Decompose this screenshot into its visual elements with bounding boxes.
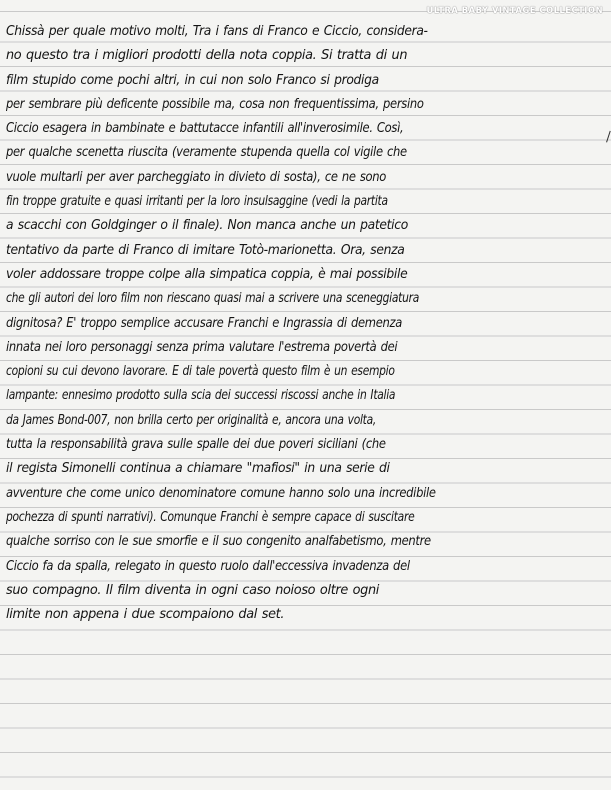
text-line: tentativo da parte di Franco di imitare Totò-marionetta. Ora, senza (6, 242, 405, 258)
text-line: Chissà per quale motivo molti, Tra i fans di Franco e Ciccio, considera- (6, 24, 428, 39)
text-line: per qualche scenetta riuscita (veramente stupenda quella col vigile che (6, 145, 407, 161)
text-line: no questo tra i migliori prodotti della nota coppia. Si tratta di un (6, 48, 408, 64)
watermark: ULTRA BABY VINTAGE COLLECTION (426, 6, 603, 16)
text-line: che gli autori dei loro film non riescano quasi mai a scrivere una sceneggiatura (6, 291, 419, 307)
text-line: vuole multarli per aver parcheggiato in divieto di sosta), ce ne sono (6, 169, 387, 185)
text-line: da James Bond-007, non brilla certo per originalità e, ancora una volta, (6, 412, 376, 428)
text-line: pochezza di spunti narrativi). Comunque Franchi è sempre capace di suscitare (6, 509, 415, 525)
text-line: suo compagno. Il film diventa in ogni caso noioso oltre ogni (6, 582, 380, 598)
text-line: per sembrare più deficente possibile ma, cosa non frequentissima, persino (6, 96, 424, 112)
text-line: film stupido come pochi altri, in cui non solo Franco si prodiga (6, 72, 379, 88)
text-line: lampante: ennesimo prodotto sulla scia dei successi riscossi anche in Italia (6, 388, 396, 404)
text-line: a scacchi con Goldginger o il finale). Non manca anche un patetico (6, 218, 408, 234)
handwritten-text (6, 20, 605, 627)
text-line: copioni su cui devono lavorare. E di tale povertà questo film è un esempio (6, 364, 395, 380)
text-line: qualche sorriso con le sue smorfie e il suo congenito analfabetismo, mentre (6, 534, 431, 550)
text-line: avventure che come unico denominatore comune hanno solo una incredibile (6, 485, 436, 501)
text-line: limite non appena i due scompaiono dal set. (6, 607, 285, 623)
text-line: innata nei loro personaggi senza prima valutare l'estrema povertà dei (6, 339, 398, 355)
text-line: Ciccio esagera in bambinate e battutacce infantili all'inverosimile. Così, (6, 121, 404, 137)
text-line: Ciccio fa da spalla, relegato in questo ruolo dall'eccessiva invadenza del (6, 558, 410, 574)
text-line: fin troppe gratuite e quasi irritanti per la loro insulsaggine (vedi la partita (6, 194, 388, 210)
text-line: voler addossare troppe colpe alla simpatica coppia, è mai possibile (6, 266, 408, 282)
text-line: il regista Simonelli continua a chiamare "mafiosi" in una serie di (6, 461, 390, 477)
text-line: tutta la responsabilità grava sulle spalle dei due poveri siciliani (che (6, 437, 386, 453)
text-line: dignitosa? E' troppo semplice accusare Franchi e Ingrassia di demenza (6, 315, 402, 331)
